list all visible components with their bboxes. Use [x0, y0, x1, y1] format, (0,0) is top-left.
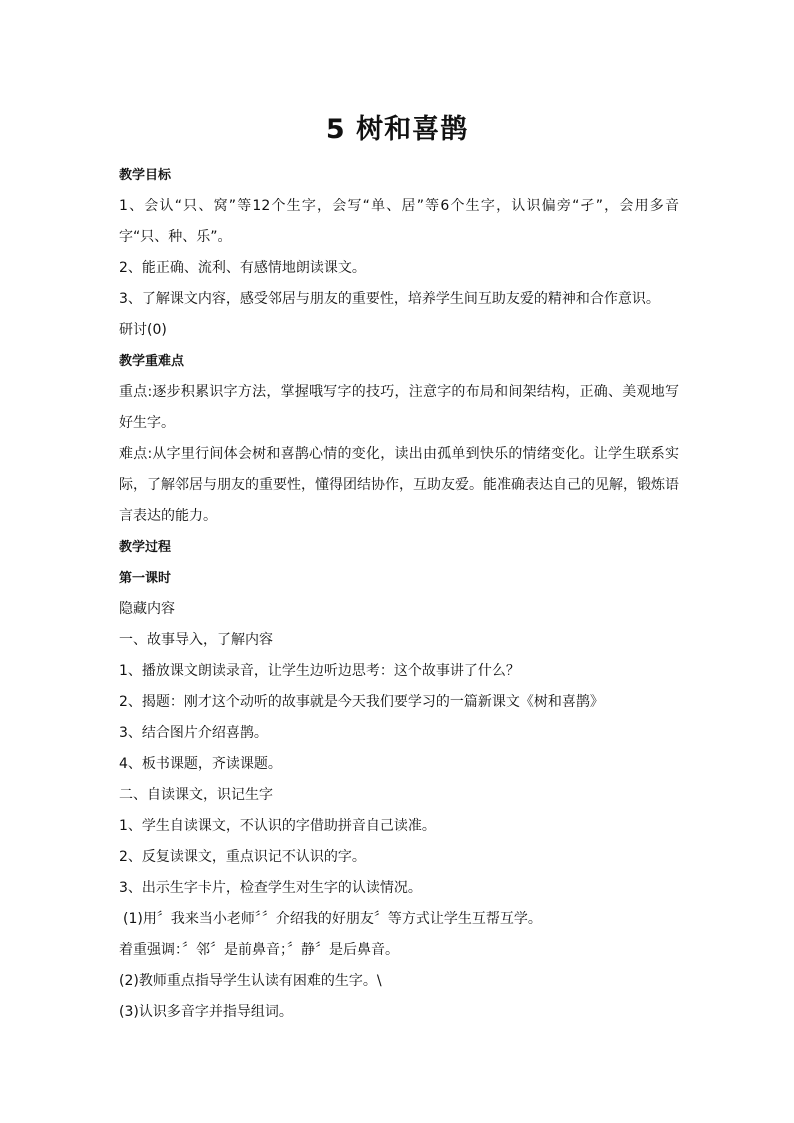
step-item: 1、播放课文朗读录音，让学生边听边思考：这个故事讲了什么？ [119, 663, 520, 679]
step-item: 2、揭题：刚才这个动听的故事就是今天我们要学习的一篇新课文《树和喜鹊》 [119, 694, 604, 710]
step-item: 3、出示生字卡片，检查学生对生字的认读情况。 [119, 880, 422, 896]
step-item: 4、板书课题，齐读课题。 [119, 756, 282, 772]
sub-step-item: (2)教师重点指导学生认读有困难的生字。\ [119, 973, 382, 989]
discussion-count-link[interactable]: 研讨(0) [119, 322, 167, 338]
page-title: 5 树和喜鹊 [325, 114, 469, 145]
objective-item-1: 1、会认“只、窝”等12个生字，会写“单、居”等6个生字，认识偏旁“孑”，会用多音字“只、种、乐”。 [119, 198, 679, 245]
key-point-paragraph: 重点:逐步积累识字方法，掌握哦写字的技巧，注意字的布局和间架结构，正确、美观地写好生字。 [119, 384, 679, 431]
step-heading-1: 一、故事导入，了解内容 [119, 632, 273, 648]
hidden-content-toggle[interactable]: 隐藏内容 [119, 601, 175, 617]
objective-item-3: 3、了解课文内容，感受邻居与朋友的重要性，培养学生间互助友爱的精神和合作意识。 [119, 291, 660, 307]
sub-step-item: (1)用〞我来当小老师〞〞介绍我的好朋友〞等方式让学生互帮互学。 [123, 911, 542, 927]
step-item: 1、学生自读课文，不认识的字借助拼音自己读准。 [119, 818, 436, 834]
step-item: 2、反复读课文，重点识记不认识的字。 [119, 849, 366, 865]
section-heading-process: 教学过程 [119, 540, 172, 555]
subheading-first-lesson: 第一课时 [119, 571, 172, 586]
emphasis-note: 着重强调：〞邻〞是前鼻音；〞静〞是后鼻音。 [119, 942, 399, 958]
step-item: 3、结合图片介绍喜鹊。 [119, 725, 268, 741]
document-body [119, 160, 679, 1028]
objective-item-2: 2、能正确、流利、有感情地朗读课文。 [119, 260, 366, 276]
section-heading-key-points: 教学重难点 [119, 354, 185, 369]
sub-step-item: (3)认识多音字并指导组词。 [119, 1004, 293, 1020]
section-heading-objectives: 教学目标 [119, 168, 172, 183]
difficulty-paragraph: 难点:从字里行间体会树和喜鹊心情的变化，读出由孤单到快乐的情绪变化。让学生联系实际，了解邻居与朋友的重要性，懂得团结协作，互助友爱。能准确表达自己的见解，锻炼语言表达的能力。 [119, 446, 679, 524]
step-heading-2: 二、自读课文，识记生字 [119, 787, 273, 803]
